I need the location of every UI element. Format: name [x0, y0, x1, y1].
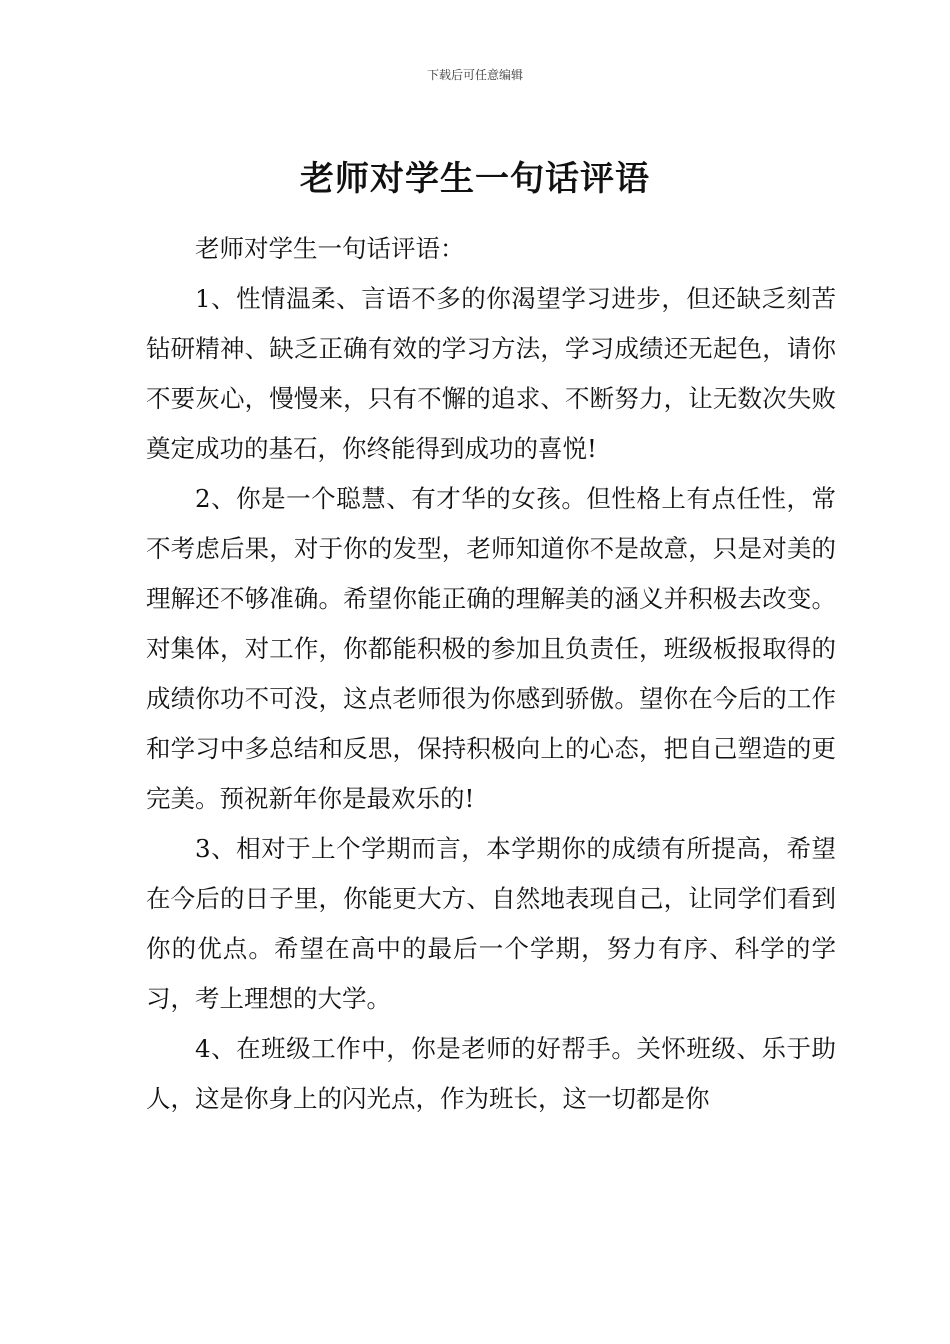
comment-paragraph-1: 1、性情温柔、言语不多的你渴望学习进步，但还缺乏刻苦钻研精神、缺乏正确有效的学习方法，学习成绩还无起色，请你不要灰心，慢慢来，只有不懈的追求、不断努力，让无数次失败奠定成功的基石，你终能得到成功的喜悦!	[146, 284, 836, 463]
comment-paragraph-3: 3、相对于上个学期而言，本学期你的成绩有所提高，希望在今后的日子里，你能更大方、自然地表现自己，让同学们看到你的优点。希望在高中的最后一个学期，努力有序、科学的学习，考上理想的大学。	[146, 834, 836, 1013]
header-note: 下载后可任意编辑	[426, 68, 523, 82]
comment-paragraph-4: 4、在班级工作中，你是老师的好帮手。关怀班级、乐于助人，这是你身上的闪光点，作为班长，这一切都是你	[146, 1034, 836, 1113]
intro-paragraph: 老师对学生一句话评语：	[195, 234, 465, 263]
document-body	[146, 224, 836, 1124]
comment-paragraph-2: 2、你是一个聪慧、有才华的女孩。但性格上有点任性，常不考虑后果，对于你的发型，老师知道你不是故意，只是对美的理解还不够准确。希望你能正确的理解美的涵义并积极去改变。对集体，对工作，你都能积极的参加且负责任，班级板报取得的成绩你功不可没，这点老师很为你感到骄傲。望你在今后的工作和学习中多总结和反思，保持积极向上的心态，把自己塑造的更完美。预祝新年你是最欢乐的!	[146, 484, 836, 813]
document-title: 老师对学生一句话评语	[300, 158, 650, 199]
